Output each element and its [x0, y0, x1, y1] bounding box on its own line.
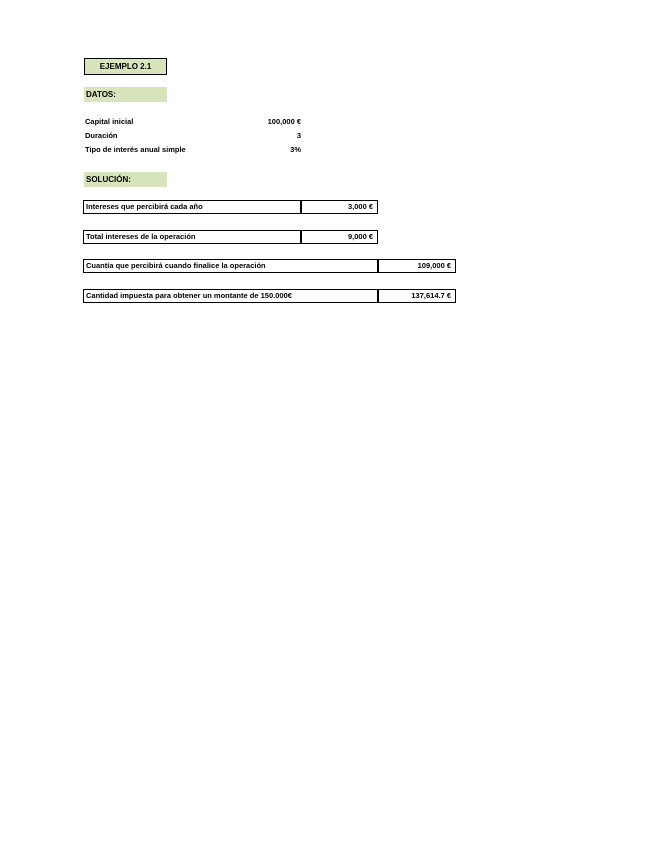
datos-heading: DATOS: — [84, 87, 167, 102]
datos-value: 3 — [296, 131, 301, 140]
datos-value: 3% — [290, 145, 301, 154]
result-value: 9,000 € — [300, 230, 378, 244]
result-label: Intereses que percibirá cada año — [83, 200, 302, 214]
datos-label: Capital inicial — [85, 117, 134, 126]
datos-row-capital — [85, 117, 305, 127]
result-value: 3,000 € — [300, 200, 378, 214]
result-value: 137,614.7 € — [377, 289, 456, 303]
datos-row-duracion — [85, 131, 305, 141]
result-label: Total intereses de la operación — [83, 230, 302, 244]
example-title: EJEMPLO 2.1 — [84, 58, 167, 75]
result-label: Cuantía que percibirá cuando finalice la operación — [83, 259, 379, 273]
datos-label: Tipo de interés anual simple — [85, 145, 186, 154]
result-label: Cantidad impuesta para obtener un montante de 150.000€ — [83, 289, 379, 303]
datos-value: 100,000 € — [267, 117, 301, 126]
datos-label: Duración — [85, 131, 118, 140]
result-value: 109,000 € — [377, 259, 456, 273]
datos-row-tipo-interes — [85, 145, 305, 155]
solucion-heading: SOLUCIÓN: — [84, 172, 167, 187]
